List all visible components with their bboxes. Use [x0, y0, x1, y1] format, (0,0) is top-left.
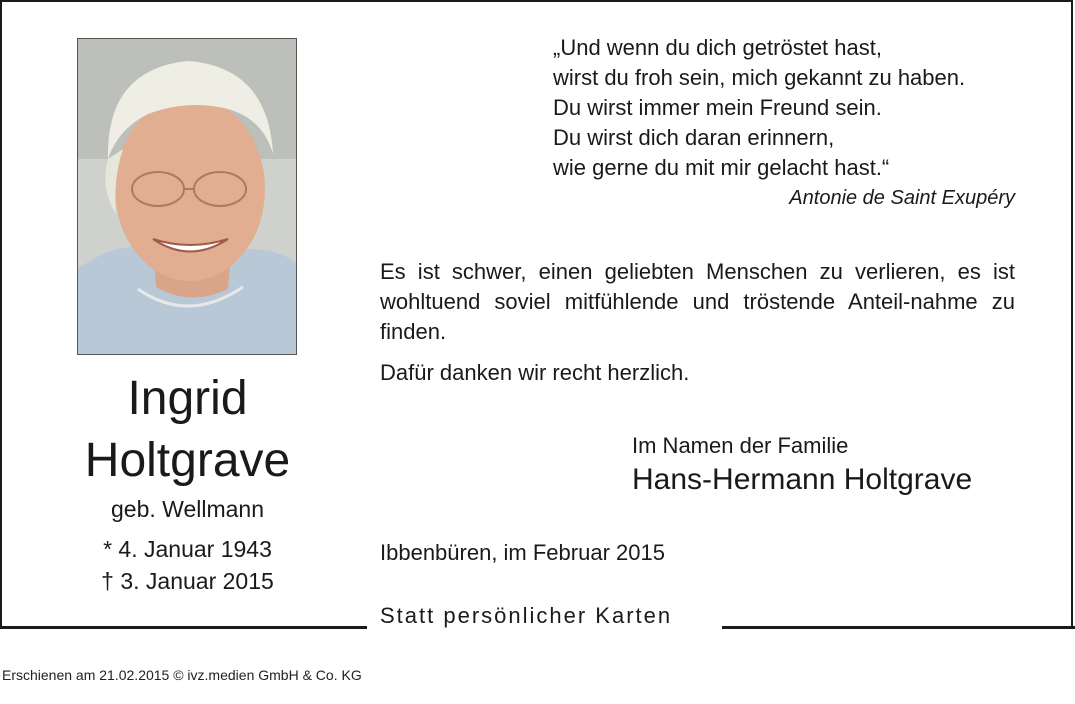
thanks-closing: Dafür danken wir recht herzlich. [380, 360, 690, 385]
publication-footer: Erschienen am 21.02.2015 © ivz.medien GmbH & Co. KG [2, 667, 362, 683]
poem-quote [553, 33, 965, 183]
poem-line: Du wirst dich daran erinnern, [553, 125, 835, 150]
poem-line: „Und wenn du dich getröstet hast, [553, 35, 882, 60]
poem-line: Du wirst immer mein Freund sein. [553, 95, 882, 120]
family-signatory: Hans-Hermann Holtgrave [632, 463, 973, 496]
place-date: Ibbenbüren, im Februar 2015 [380, 540, 665, 565]
deceased-first-name: Ingrid [127, 372, 248, 425]
poem-line: wirst du froh sein, mich gekannt zu haben. [553, 65, 966, 90]
portrait-photo [77, 38, 297, 355]
cards-note: Statt persönlicher Karten [380, 603, 673, 628]
family-intro: Im Namen der Familie [632, 433, 849, 458]
bottom-rule-right [722, 626, 1075, 629]
poem-author: Antonie de Saint Exupéry [789, 187, 1015, 209]
maiden-name: geb. Wellmann [111, 496, 264, 522]
death-date: † 3. Januar 2015 [101, 568, 274, 594]
birth-date: * 4. Januar 1943 [103, 536, 272, 562]
thanks-paragraph: Es ist schwer, einen geliebten Menschen zu verlieren, es ist wohltuend soviel mitfühlende und tröstende Anteil-nahme zu finden. [380, 259, 1015, 344]
poem-line: wie gerne du mit mir gelacht hast.“ [553, 155, 890, 180]
deceased-last-name: Holtgrave [84, 434, 291, 487]
bottom-rule-left [0, 626, 367, 629]
